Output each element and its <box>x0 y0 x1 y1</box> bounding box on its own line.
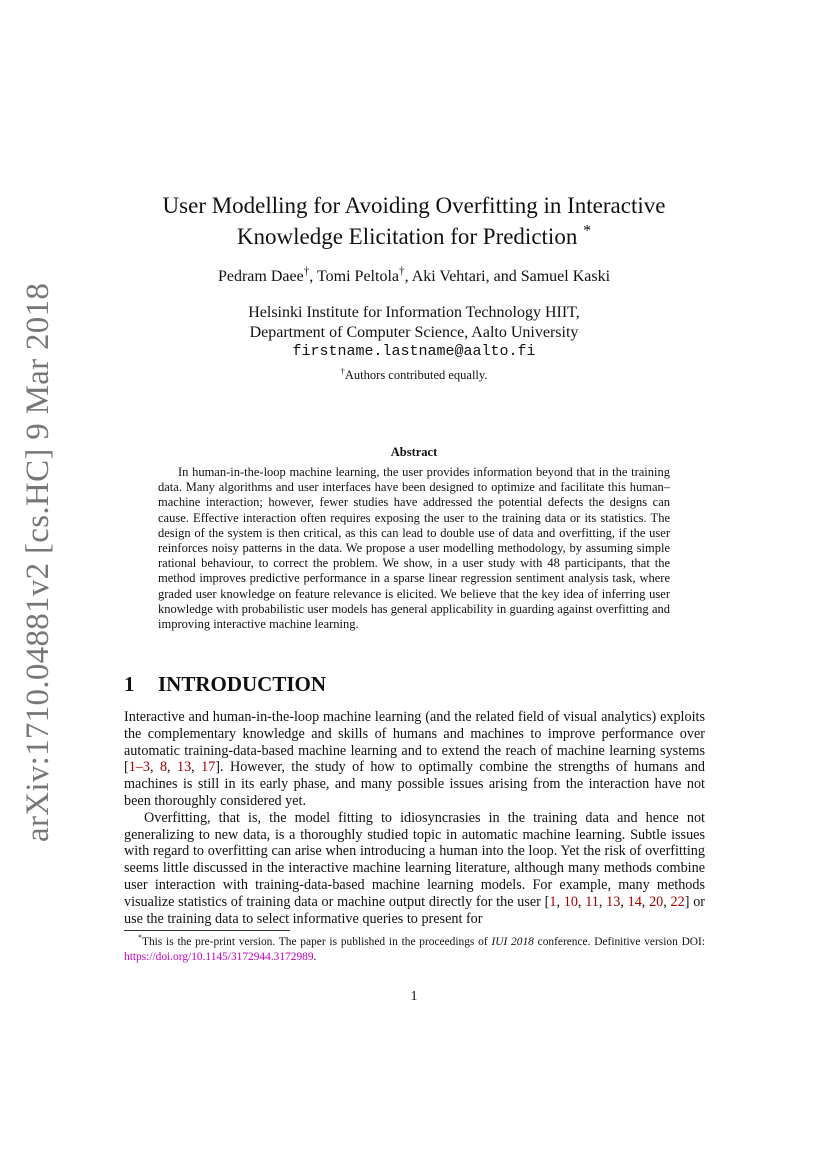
citation-link[interactable]: 1 <box>549 893 557 910</box>
footnote: *This is the pre-print version. The paper is published in the proceedings of IUI 2018 conference. Definitive version DOI: https://doi.org/10.1145/3172944.3172989. <box>124 933 705 963</box>
affiliation-line-1: Helsinki Institute for Information Technology HIIT, <box>248 304 580 321</box>
contribution-mark: † <box>340 365 345 376</box>
author-name: Aki Vehtari, and Samuel Kaski <box>411 268 611 285</box>
author-name: Tomi Peltola <box>317 268 399 285</box>
title-line-2: Knowledge Elicitation for Prediction <box>236 224 578 249</box>
paragraph: Overfitting, that is, the model fitting to idiosyncrasies in the training data and hence not generalizing to new data, is a thoroughly studied topic in automatic machine learning. Subtle issues with regard to overfitting can arise when introducing a human into the loop. Yet the risk of overfitting seems little discussed in the interactive machine learning literature, although many methods combine user interaction with training-data-based machine learning models. For example, many methods visualize statistics of training data or machine output directly for the user [1, 10, 11, 13, 14, 20, 22] or use the training data to select informative queries to present for <box>124 809 706 927</box>
introduction-body <box>124 709 705 927</box>
section-heading <box>124 672 326 697</box>
citation-link[interactable]: 20 <box>649 893 664 910</box>
footnote-mark: * <box>138 933 142 943</box>
citation-link[interactable]: 13 <box>606 893 621 910</box>
citation-link[interactable]: 10 <box>563 893 578 910</box>
citation-link[interactable]: 11 <box>585 893 599 910</box>
page-number: 1 <box>410 989 418 1004</box>
arxiv-stamp <box>12 282 64 842</box>
arxiv-id: arXiv:1710.04881v2 [cs.HC] 9 Mar 2018 <box>20 282 56 842</box>
affiliation <box>124 303 704 362</box>
author-separator: , <box>309 268 317 285</box>
citation-link[interactable]: 13 <box>176 759 192 776</box>
author-separator: , <box>404 268 412 285</box>
section-title: INTRODUCTION <box>158 672 327 696</box>
author-list <box>124 266 704 288</box>
equal-contribution-mark: † <box>398 265 405 278</box>
citation-link[interactable]: 1–3 <box>128 759 151 776</box>
abstract-heading: Abstract <box>390 445 438 459</box>
doi-link[interactable]: https://doi.org/10.1145/3172944.3172989 <box>124 950 314 963</box>
citation-link[interactable]: 22 <box>670 893 685 910</box>
contribution-note <box>124 367 704 383</box>
equal-contribution-mark: † <box>303 265 310 278</box>
footnote-divider <box>124 930 290 931</box>
author-email: firstname.lastname@aalto.fi <box>292 343 536 360</box>
paragraph: Interactive and human-in-the-loop machine learning (and the related field of visual analytics) exploits the complementary knowledge and skills of humans and machines to improve performance over automatic training-data-based machine learning and to extend the reach of machine learning systems [1–3, 8, 13, 17]. However, the study of how to optimally combine the strengths of humans and machines is still in its early phase, and many possible issues arising from the interaction have not been thoroughly considered yet. <box>124 709 706 809</box>
abstract-text: In human-in-the-loop machine learning, the user provides information beyond that in the training data. Many algorithms and user interfaces have been designed to optimize and facilitate this human–machine interaction; however, fewer studies have addressed the potential defects the designs can cause. Effective interaction often requires exposing the user to the training data or its statistics. The design of the system is then critical, as this can lead to double use of data and overfitting, if the user reinforces noisy patterns in the data. We propose a user modelling methodology, by assuming simple rational behaviour, to correct the problem. We show, in a user study with 48 participants, that the method improves predictive performance in a sparse linear regression sentiment analysis task, where graded user knowledge on feature relevance is elicited. We believe that the key idea of inferring user knowledge with probabilistic user models has general applicability in guarding against overfitting and improving interactive machine learning. <box>158 465 670 632</box>
author-name: Pedram Daee <box>217 268 304 285</box>
venue-name: IUI 2018 <box>491 936 534 948</box>
title-line-1: User Modelling for Avoiding Overfitting in Interactive <box>162 193 666 218</box>
affiliation-line-2: Department of Computer Science, Aalto University <box>249 323 579 341</box>
section-number: 1 <box>124 672 135 696</box>
citation-link[interactable]: 14 <box>627 893 642 910</box>
paper-title <box>124 190 704 252</box>
contribution-text: Authors contributed equally. <box>344 368 488 382</box>
citation-link[interactable]: 17 <box>201 759 216 776</box>
citation-link[interactable]: 8 <box>159 759 168 776</box>
title-footnote-mark: * <box>583 222 592 240</box>
